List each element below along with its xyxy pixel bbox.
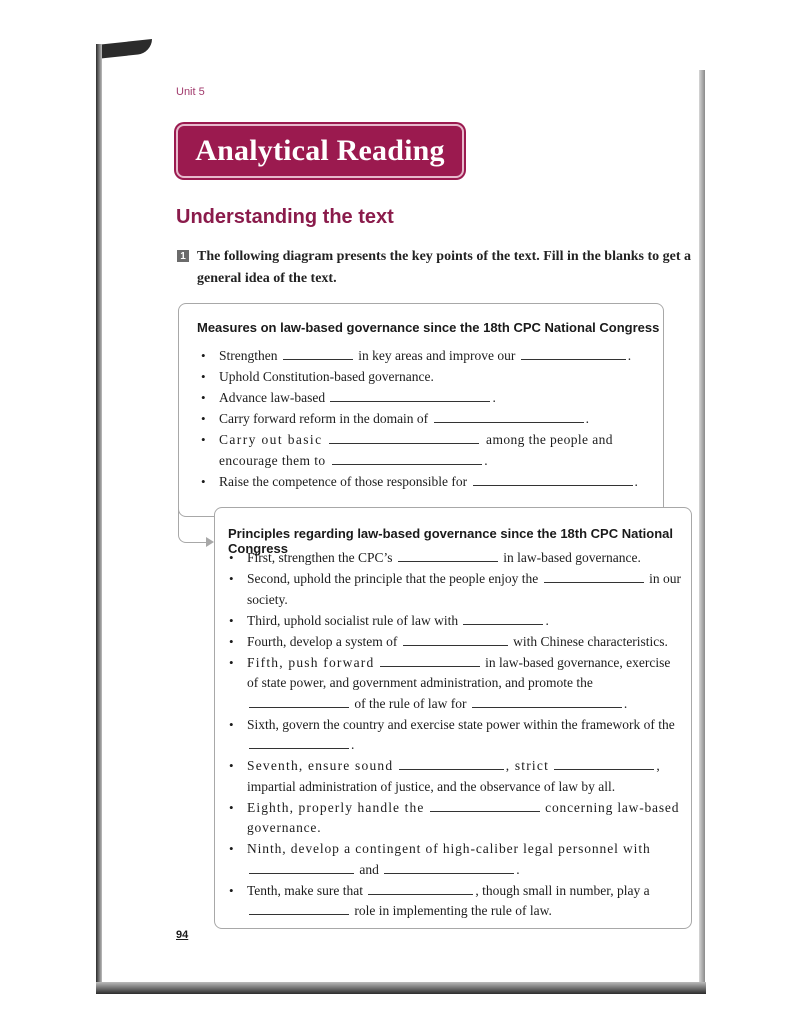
item-text: among the people and encourage them to: [219, 432, 613, 468]
item-text: in key areas and improve our: [358, 348, 516, 363]
principles-box: [214, 507, 692, 929]
list-item: [227, 839, 683, 880]
unit-label: Unit 5: [176, 86, 205, 98]
item-text: role in implementing the rule of law.: [354, 903, 552, 918]
item-text: .: [623, 695, 628, 711]
blank-field[interactable]: [430, 798, 540, 812]
item-text: of the rule of law for: [354, 695, 467, 711]
list-item: [227, 611, 683, 632]
blank-field[interactable]: [554, 756, 654, 770]
list-item: [227, 756, 683, 797]
item-text: Sixth, govern the country and exercise state power within the framework of the: [247, 716, 675, 732]
list-item: [227, 715, 683, 756]
list-item: [227, 569, 683, 610]
list-item: [227, 881, 683, 922]
blank-field[interactable]: [472, 694, 622, 708]
item-text: in law-based governance.: [503, 550, 641, 565]
item-text: , strict: [505, 758, 550, 773]
item-text: Ninth, develop a contingent of high-caliber legal personnel with: [247, 841, 651, 856]
list-item: [227, 653, 683, 715]
list-item: [199, 472, 649, 493]
item-text: .: [627, 348, 632, 363]
page-bottom-edge: [96, 982, 706, 994]
item-text: Seventh, ensure sound: [247, 758, 394, 773]
diagram-connector-line: [178, 498, 209, 543]
blank-field[interactable]: [368, 881, 473, 895]
title-banner: [176, 124, 464, 178]
measures-title: Measures on law-based governance since the 18th CPC National Congress: [197, 320, 660, 335]
list-item: [227, 798, 683, 839]
item-text: with Chinese characteristics.: [513, 633, 668, 649]
blank-field[interactable]: [521, 346, 626, 360]
item-text: Carry out basic: [219, 432, 323, 447]
list-item: [199, 388, 649, 409]
page-number: 94: [176, 929, 189, 941]
item-text: Eighth, properly handle the: [247, 799, 425, 815]
list-item: [227, 632, 683, 653]
blank-field[interactable]: [249, 735, 349, 749]
item-text: First, strengthen the CPC’s: [247, 550, 393, 565]
blank-field[interactable]: [329, 430, 479, 444]
principles-list: [227, 548, 683, 922]
arrow-icon: [206, 537, 214, 547]
blank-field[interactable]: [398, 548, 498, 562]
item-text: Fifth, push forward: [247, 654, 375, 670]
item-text: Third, uphold socialist rule of law with: [247, 612, 459, 628]
item-text: .: [634, 473, 638, 489]
item-text: in law-based governance, exercise of state power, and government administration, and promote the: [247, 654, 671, 690]
blank-field[interactable]: [249, 901, 349, 915]
item-text: and: [359, 861, 379, 877]
item-text: .: [351, 737, 355, 752]
section-heading: Understanding the text: [176, 206, 394, 228]
page-right-edge: [699, 70, 705, 994]
blank-field[interactable]: [332, 451, 482, 465]
page-top-edge: [96, 39, 152, 59]
item-text: in our society.: [247, 571, 681, 607]
item-text: .: [585, 411, 589, 426]
item-text: Fourth, develop a system of: [247, 633, 398, 649]
item-text: .: [545, 612, 549, 628]
item-text: concerning law-based governance.: [247, 799, 680, 835]
blank-field[interactable]: [384, 860, 514, 874]
item-text: Raise the competence of those responsible for: [219, 473, 468, 489]
blank-field[interactable]: [380, 653, 480, 667]
page-title: Analytical Reading: [195, 134, 445, 167]
item-text: Uphold Constitution-based governance.: [219, 369, 434, 384]
blank-field[interactable]: [249, 860, 354, 874]
blank-field[interactable]: [434, 409, 584, 423]
item-text: .: [492, 390, 496, 405]
item-text: .: [484, 452, 490, 468]
item-text: .: [516, 861, 520, 877]
principles-title: Principles regarding law-based governance since the 18th CPC National Congress: [228, 526, 674, 556]
blank-field[interactable]: [249, 694, 349, 708]
list-item: [199, 409, 649, 430]
list-item: [199, 367, 649, 388]
blank-field[interactable]: [399, 756, 504, 770]
blank-field[interactable]: [330, 388, 490, 402]
task-number-badge: 1: [177, 250, 189, 262]
item-text: Advance law-based: [219, 390, 326, 405]
item-text: Strengthen: [219, 348, 278, 363]
blank-field[interactable]: [544, 569, 644, 583]
measures-box: [178, 303, 664, 517]
blank-field[interactable]: [463, 611, 543, 625]
item-text: , though small in number, play a: [475, 882, 650, 898]
item-text: , impartial administration of justice, and the observance of law by all.: [247, 758, 660, 794]
item-text: Tenth, make sure that: [247, 882, 364, 898]
blank-field[interactable]: [403, 632, 508, 646]
item-text: Carry forward reform in the domain of: [219, 411, 429, 426]
task-instruction: The following diagram presents the key points of the text. Fill in the blanks to get a general idea of the text.: [197, 249, 692, 286]
item-text: Second, uphold the principle that the people enjoy the: [247, 571, 539, 586]
measures-list: [199, 346, 649, 493]
list-item: [227, 548, 683, 569]
list-item: [199, 430, 649, 471]
blank-field[interactable]: [473, 472, 633, 486]
blank-field[interactable]: [283, 346, 353, 360]
page-left-edge: [96, 44, 102, 994]
list-item: [199, 346, 649, 367]
